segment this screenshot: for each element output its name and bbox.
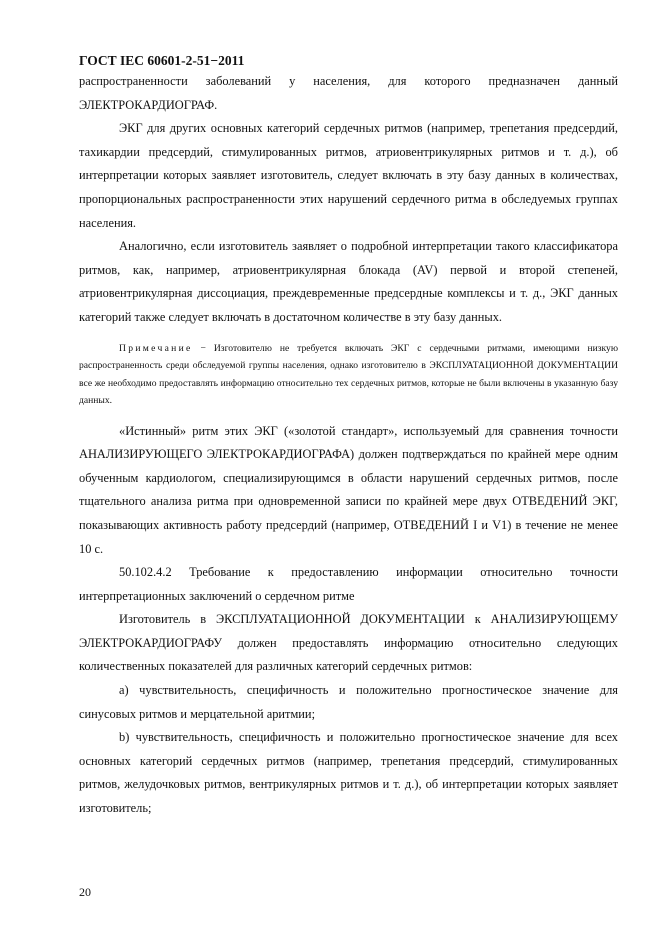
list-item-a: a) чувствительность, специфичность и положительно прогностическое значение для синусовых ритмов и мерцательной аритмии; [79, 683, 618, 721]
note-paragraph [79, 340, 618, 410]
list-item-b: b) чувствительность, специфичность и положительно прогностическое значение для всех основных категорий сердечных ритмов (например, трепетания предсердий, стимулированных ритмов, желудочковых ритмов, вентрикулярных ритмов и т. д.), об интерпретации которых заявляет изготовитель; [79, 730, 618, 816]
section-heading-50-102-4-2: 50.102.4.2 Требование к предоставлению информации относительно точности интерпретационных заключений о сердечном ритме [79, 565, 618, 603]
paragraph-classifier: Аналогично, если изготовитель заявляет о подробной интерпретации такого классификатора ритмов, как, например, атриовентрикулярная блокада (AV) первой и второй степеней, атриовентрикулярная диссоциация, преждевременные предсердные комплексы и т. д., ЭКГ данных категорий также следует включать в достаточном количестве в эту базу данных. [79, 239, 618, 324]
paragraph-other-rhythms: ЭКГ для других основных категорий сердечных ритмов (например, трепетания предсердий, тахикардии предсердий, стимулированных ритмов, атриовентрикулярных ритмов и т. д.), об интерпретации которых заявляет изготовитель, следует включать в эту базу данных в количествах, пропорциональных распространенности этих нарушений сердечного ритма в обследуемых группах населения. [79, 121, 618, 230]
paragraph-continuation: распространенности заболеваний у населения, для которого предназначен данный ЭЛЕКТРОКАРДИОГРАФ. [79, 74, 618, 112]
note-label: Примечание [119, 342, 193, 354]
paragraph-true-rhythm: «Истинный» ритм этих ЭКГ («золотой стандарт», используемый для сравнения точности АНАЛИЗИРУЮЩЕГО ЭЛЕКТРОКАРДИОГРАФА) должен подтверждаться по крайней мере одним обученным кардиологом, специализирующимся в области нарушений сердечных ритмов, после тщательного анализа ритма при одновременной записи по крайней мере двух ОТВЕДЕНИЙ ЭКГ, показывающих активность работу предсердий (например, ОТВЕДЕНИЙ I и V1) в течение не менее 10 с. [79, 423, 618, 556]
page-number: 20 [79, 885, 91, 899]
paragraph-manufacturer: Изготовитель в ЭКСПЛУАТАЦИОННОЙ ДОКУМЕНТАЦИИ к АНАЛИЗИРУЮЩЕМУ ЭЛЕКТРОКАРДИОГРАФУ должен предоставлять информацию относительно следующих количественных показателей для различных категорий сердечных ритмов: [79, 612, 618, 674]
document-body [79, 70, 618, 821]
note-text: − Изготовителю не требуется включать ЭКГ с сердечными ритмами, имеющими низкую распространенность среди обследуемой группы населения, однако изготовителю в ЭКСПЛУАТАЦИОННОЙ ДОКУМЕНТАЦИИ все же необходимо предоставлять информацию относительно тех сердечных ритмов, которые не были включены в указанную базу данных. [79, 342, 618, 407]
document-header: ГОСТ IEC 60601-2-51−2011 [79, 53, 245, 68]
